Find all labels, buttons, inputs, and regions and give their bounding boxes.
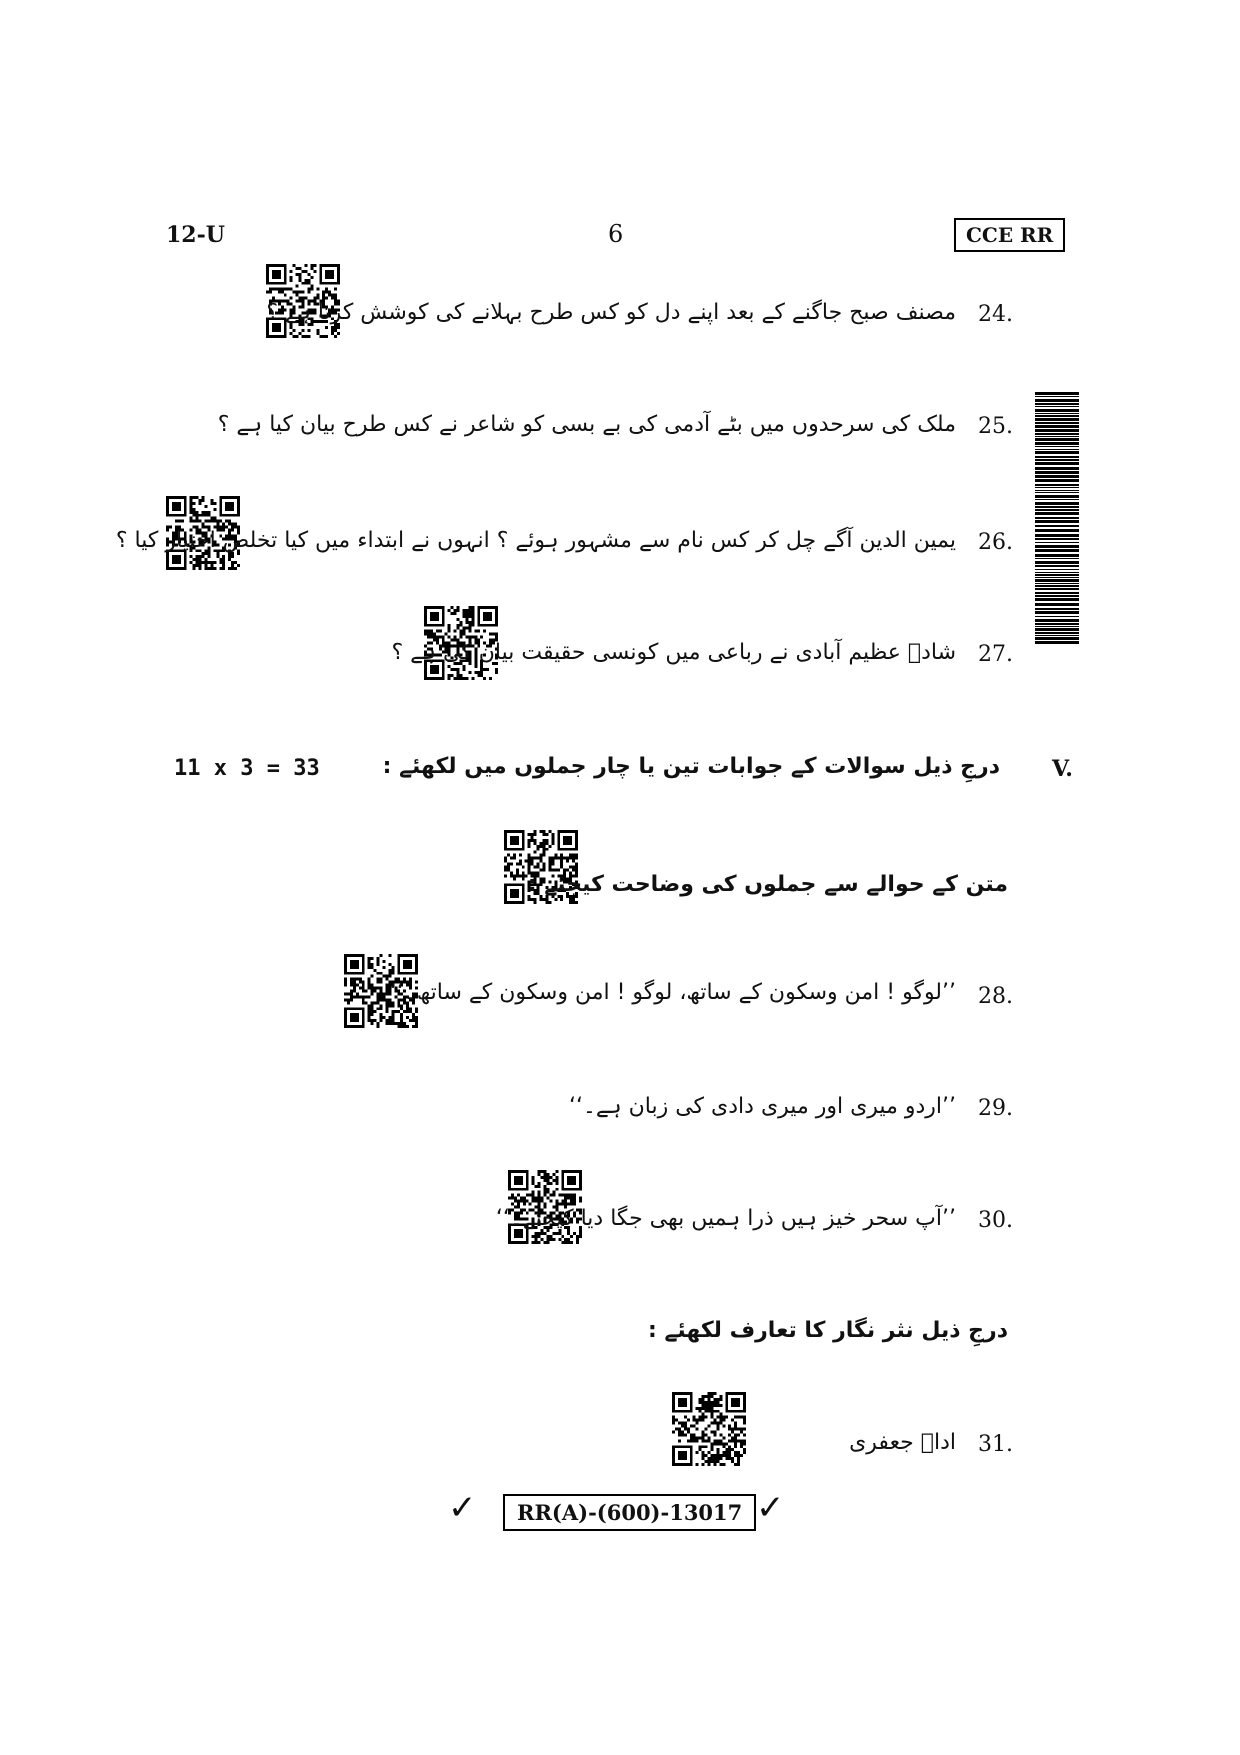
question-text: ’’اردو میری اور میری دادی کی زبان ہے۔‘‘ (568, 1094, 956, 1119)
check-mark-icon: ✓ (756, 1488, 785, 1528)
question-number: 29. (978, 1096, 1013, 1121)
barcode (1035, 392, 1079, 644)
section-marks: 11 x 3 = 33 (174, 756, 320, 781)
subheading: درجِ ذیل نثر نگار کا تعارف لکھئے : (648, 1318, 1008, 1343)
page-number: 6 (608, 220, 624, 248)
question-number: 30. (978, 1208, 1013, 1233)
question-text: ملک کی سرحدوں میں بٹے آدمی کی بے بسی کو شاعر نے کس طرح بیان کیا ہے ؟ (217, 412, 956, 437)
question-text: ’’لوگو ! امن وسکون کے ساتھ، لوگو ! امن وسکون کے ساتھ۔‘‘ (389, 980, 956, 1005)
question-text: اداؔ جعفری (849, 1430, 956, 1455)
section-number: V. (1052, 756, 1073, 782)
question-number: 31. (978, 1432, 1013, 1457)
question-number: 25. (978, 414, 1013, 439)
question-text: یمین الدین آگے چل کر کس نام سے مشہور ہوئے ؟ انہوں نے ابتداء میں کیا تخلص اختیار کیا ؟ (115, 528, 956, 553)
question-number: 27. (978, 642, 1013, 667)
paper-code: 12-U (166, 222, 225, 248)
exam-code-box: CCE RR (954, 218, 1065, 252)
question-number: 28. (978, 984, 1013, 1009)
question-text: مصنف صبح جاگنے کے بعد اپنے دل کو کس طرح بہلانے کی کوشش کرتا ہے ؟ (266, 300, 956, 325)
question-number: 24. (978, 302, 1013, 327)
footer-code-box: RR(A)-(600)-13017 (503, 1494, 756, 1531)
question-number: 26. (978, 530, 1013, 555)
section-instruction: درجِ ذیل سوالات کے جوابات تین یا چار جملوں میں لکھئے : (382, 754, 1000, 779)
question-text: شادؔ عظیم آبادی نے رباعی میں کونسی حقیقت بیان کی ہے ؟ (391, 640, 956, 665)
subheading: متن کے حوالے سے جملوں کی وضاحت کیجئے : (527, 872, 1008, 897)
check-mark-icon: ✓ (448, 1488, 477, 1528)
qr-code (672, 1392, 746, 1466)
question-text: ’’آپ سحر خیز ہیں ذرا ہمیں بھی جگا دیا کیجئے۔‘‘ (495, 1206, 956, 1231)
